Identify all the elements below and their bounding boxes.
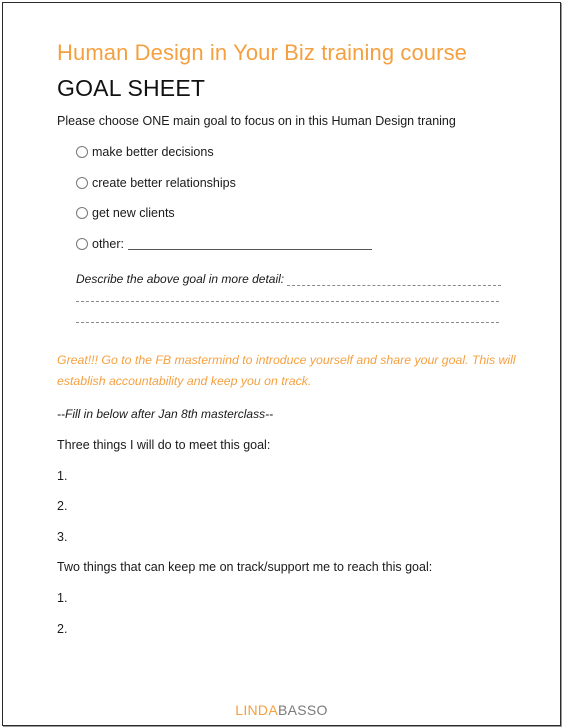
other-blank-line[interactable]: [128, 238, 372, 250]
option-create-better-relationships[interactable]: [76, 176, 236, 190]
three-things-item-2: 2.: [57, 499, 68, 513]
course-title: Human Design in Your Biz training course: [57, 40, 468, 65]
option-make-better-decisions[interactable]: [76, 145, 214, 159]
option-label: make better decisions: [92, 145, 214, 159]
two-things-item-2: 2.: [57, 622, 68, 636]
radio-button[interactable]: [76, 207, 88, 219]
fill-in-heading: --Fill in below after Jan 8th masterclass--: [57, 407, 274, 421]
radio-button[interactable]: [76, 238, 88, 250]
sheet-title: GOAL SHEET: [57, 75, 206, 101]
option-other[interactable]: [76, 237, 372, 251]
goal-sheet-page: [2, 2, 561, 726]
two-things-item-1: 1.: [57, 591, 68, 605]
describe-line-2[interactable]: [76, 301, 499, 302]
describe-label: Describe the above goal in more detail:: [76, 272, 285, 286]
describe-blank-line[interactable]: [287, 274, 501, 286]
radio-button[interactable]: [76, 177, 88, 189]
instruction-text: Please choose ONE main goal to focus on in this Human Design traning: [57, 114, 456, 128]
three-things-item-3: 3.: [57, 530, 68, 544]
three-things-heading: Three things I will do to meet this goal:: [57, 438, 271, 452]
describe-goal-field: [76, 272, 501, 286]
brand-logo: [3, 702, 560, 718]
option-label: other:: [92, 237, 124, 251]
option-label: create better relationships: [92, 176, 236, 190]
logo-part-basso: BASSO: [277, 702, 328, 718]
option-label: get new clients: [92, 206, 175, 220]
mastermind-note: Great!!! Go to the FB mastermind to introduce yourself and share your goal. This will establish accountability and keep you on track.: [57, 353, 516, 388]
describe-line-3[interactable]: [76, 322, 499, 323]
logo-part-linda: LINDA: [235, 702, 278, 718]
two-things-heading: Two things that can keep me on track/support me to reach this goal:: [57, 560, 433, 574]
radio-button[interactable]: [76, 146, 88, 158]
option-get-new-clients[interactable]: [76, 206, 175, 220]
three-things-item-1: 1.: [57, 469, 68, 483]
